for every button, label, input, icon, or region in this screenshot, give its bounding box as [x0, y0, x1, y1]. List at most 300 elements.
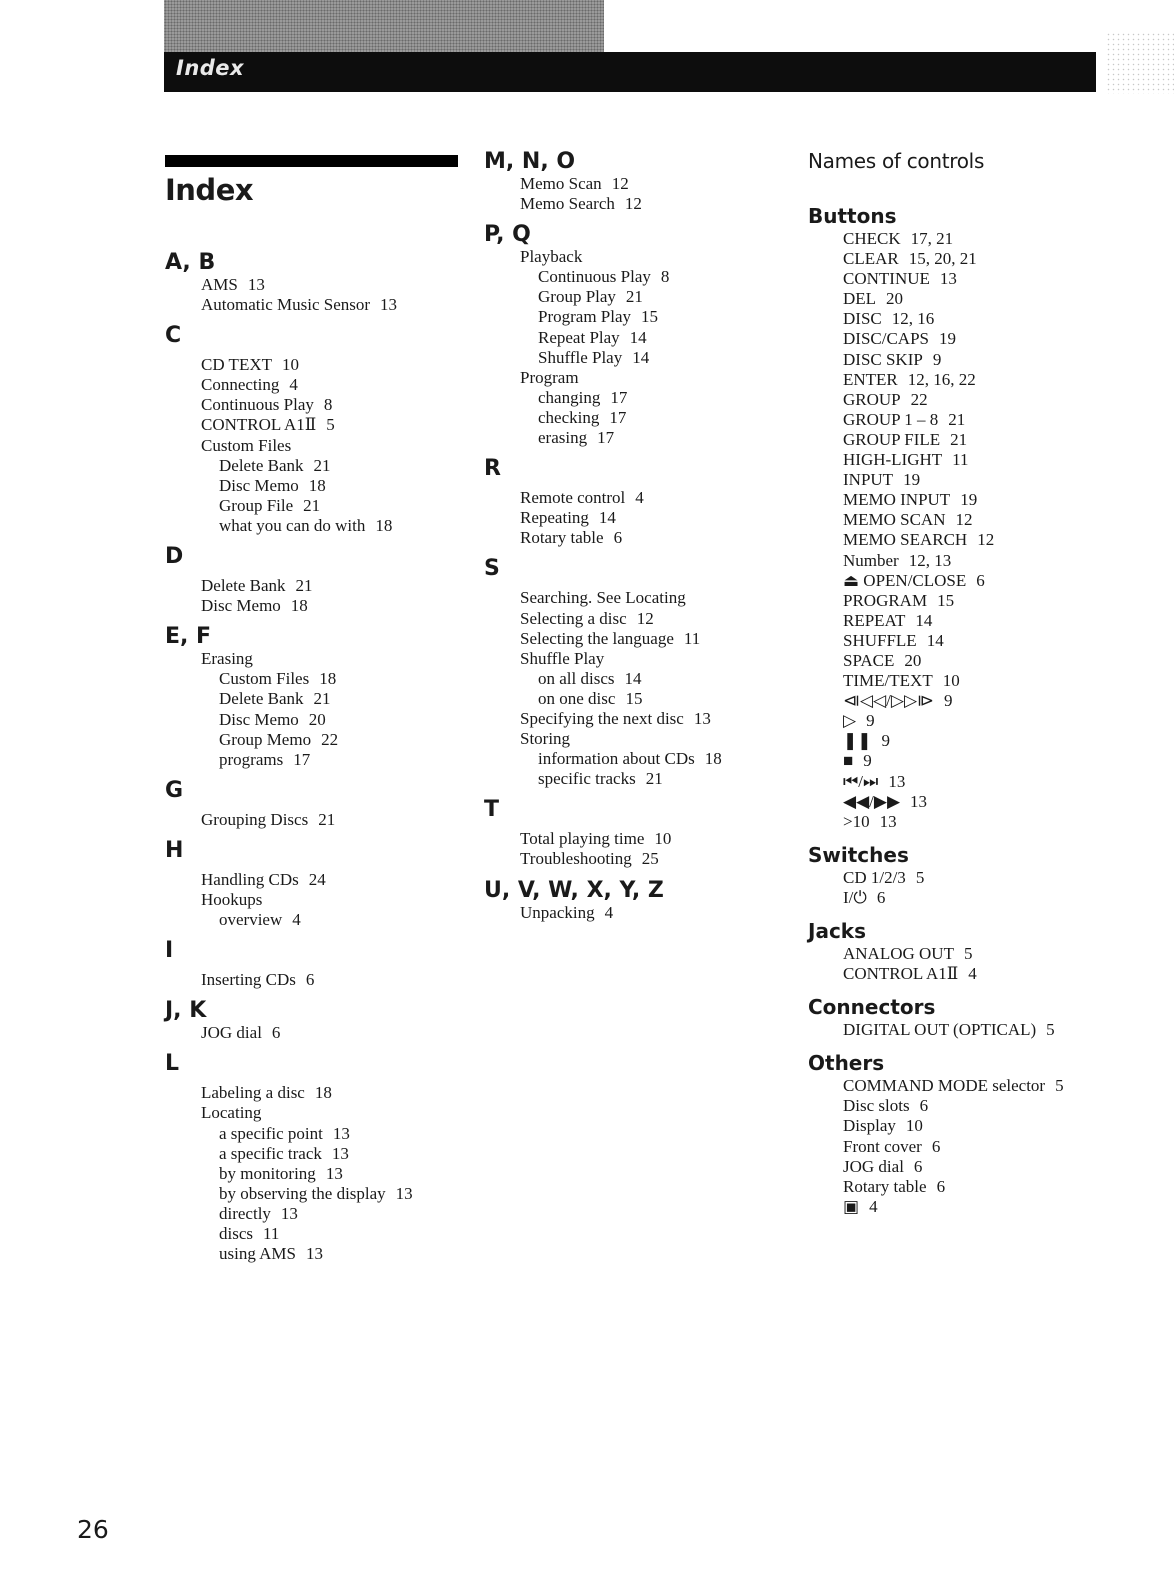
- entry-term: Front cover: [843, 1136, 922, 1156]
- index-entry: [201, 890, 465, 910]
- index-entry: [520, 709, 784, 729]
- entry-term: ⏏ OPEN/CLOSE: [843, 570, 967, 590]
- index-entry: [201, 496, 465, 516]
- index-entry: [843, 289, 1174, 309]
- entry-page-ref: 20: [308, 709, 326, 729]
- index-section: [484, 150, 784, 214]
- entry-page-ref: 13: [306, 1244, 323, 1264]
- entry-page-ref: 4: [869, 1196, 878, 1216]
- entry-term: overview: [219, 910, 283, 930]
- entry-page-ref: 22: [321, 729, 339, 749]
- index-section: [165, 999, 465, 1043]
- entry-page-ref: 21: [645, 769, 663, 789]
- entry-term: DISC: [843, 309, 882, 329]
- entry-term: CLEAR: [843, 249, 899, 269]
- entry-page-ref: 19: [938, 329, 956, 349]
- index-entry: [520, 749, 784, 769]
- entry-term: ❚❚: [843, 731, 872, 751]
- entry-term: ENTER: [843, 369, 898, 389]
- entry-term: Rotary table: [843, 1176, 927, 1196]
- index-entry: [520, 388, 784, 408]
- entry-term: JOG dial: [843, 1156, 904, 1176]
- entry-term: Total playing time: [520, 829, 645, 849]
- entry-page-ref: 17: [293, 749, 311, 769]
- index-entry: [201, 910, 465, 930]
- entry-term: REPEAT: [843, 610, 906, 630]
- entry-page-ref: 9: [944, 691, 953, 711]
- entry-term: programs: [219, 749, 284, 769]
- entry-term: GROUP FILE: [843, 429, 941, 449]
- entry-page-ref: 18: [375, 515, 393, 535]
- entry-term: HIGH-LIGHT: [843, 450, 943, 470]
- index-entry: [201, 710, 465, 730]
- entry-page-ref: 20: [886, 289, 904, 309]
- index-entry: [520, 903, 784, 923]
- entry-page-ref: 4: [292, 910, 301, 930]
- entry-term: Repeat Play: [538, 327, 620, 347]
- index-entry: [201, 1083, 465, 1103]
- index-section: [484, 798, 784, 869]
- entry-page-ref: 14: [629, 327, 647, 347]
- index-section: [165, 625, 465, 770]
- index-entry: [843, 229, 1174, 249]
- entry-term: AMS: [201, 275, 238, 294]
- entry-term: Connecting: [201, 375, 280, 395]
- entry-page-ref: 11: [263, 1224, 280, 1243]
- index-entry: [843, 711, 1174, 731]
- index-entry: [520, 649, 784, 669]
- entry-term: DISC SKIP: [843, 349, 923, 369]
- entry-term: Display: [843, 1116, 896, 1136]
- index-entry: [201, 395, 465, 415]
- index-entry: [843, 1137, 1174, 1157]
- index-entry: [201, 275, 465, 295]
- index-section: [484, 457, 784, 548]
- index-entry: [843, 792, 1174, 812]
- entry-term: checking: [538, 407, 600, 427]
- index-entry: [843, 329, 1174, 349]
- entry-list: [165, 970, 465, 990]
- section-letter-heading: E, F: [165, 624, 212, 650]
- section-letter-heading: S: [484, 556, 500, 582]
- entry-term: Delete Bank: [201, 576, 286, 596]
- entry-list: [165, 275, 465, 315]
- entry-page-ref: 4: [604, 902, 614, 922]
- index-entry: [520, 174, 784, 194]
- entry-term: on one disc: [538, 688, 616, 708]
- entry-page-ref: 9: [932, 349, 942, 369]
- entry-term: ▷: [843, 711, 857, 731]
- entry-page-ref: 21: [318, 809, 336, 829]
- entry-term: Disc Memo: [201, 596, 281, 616]
- entry-page-ref: 6: [271, 1023, 281, 1043]
- entry-list: [808, 229, 1174, 832]
- entry-term: Continuous Play: [538, 267, 651, 287]
- entry-list: [484, 174, 784, 214]
- entry-list: [484, 903, 784, 923]
- entry-page-ref: 11: [683, 628, 701, 648]
- entry-page-ref: 13: [247, 275, 265, 294]
- index-entry: [843, 1020, 1174, 1040]
- index-entry: [843, 450, 1174, 470]
- control-category: [808, 842, 1174, 908]
- index-entry: [843, 430, 1174, 450]
- index-entry: [520, 488, 784, 508]
- entry-page-ref: 12: [955, 510, 973, 530]
- entry-list: [484, 588, 784, 789]
- entry-page-ref: 12, 13: [908, 550, 952, 570]
- index-entry: [201, 1204, 465, 1224]
- entry-page-ref: 17: [597, 428, 615, 448]
- entry-term: a specific track: [219, 1143, 322, 1163]
- entry-page-ref: 6: [613, 528, 623, 548]
- entry-page-ref: 5: [1055, 1076, 1064, 1096]
- entry-term: ▣: [843, 1196, 860, 1216]
- entry-term: JOG dial: [201, 1023, 262, 1043]
- entry-page-ref: 21: [313, 689, 331, 709]
- entry-list: [165, 649, 465, 770]
- index-entry: [843, 1076, 1174, 1096]
- entry-list: [165, 1023, 465, 1043]
- entry-term: changing: [538, 387, 601, 407]
- entry-term: a specific point: [219, 1123, 323, 1143]
- entry-term: I/⏻: [843, 887, 867, 907]
- entry-term: information about CDs: [538, 749, 695, 769]
- index-section: [165, 779, 465, 830]
- decorative-dot-pattern: [1106, 32, 1174, 94]
- entry-term: Locating: [201, 1103, 262, 1123]
- index-entry: [201, 355, 465, 375]
- entry-page-ref: 15, 20, 21: [908, 249, 977, 269]
- entry-page-ref: 13: [280, 1203, 298, 1223]
- entry-term: discs: [219, 1224, 253, 1243]
- entry-page-ref: 14: [598, 508, 616, 528]
- entry-term: INPUT: [843, 470, 894, 490]
- index-entry: [201, 1184, 465, 1204]
- entry-page-ref: 17: [609, 407, 627, 427]
- entry-term: ANALOG OUT: [843, 944, 954, 963]
- index-entry: [843, 1197, 1174, 1217]
- entry-page-ref: 18: [319, 669, 337, 689]
- entry-term: DEL: [843, 289, 877, 309]
- entry-page-ref: 19: [960, 490, 978, 510]
- header-pattern: [164, 0, 604, 52]
- index-section: [165, 545, 465, 616]
- entry-page-ref: 11: [952, 450, 969, 470]
- entry-page-ref: 21: [948, 409, 966, 429]
- entry-term: Storing: [520, 729, 571, 749]
- entry-page-ref: 13: [939, 269, 957, 289]
- entry-term: using AMS: [219, 1244, 296, 1264]
- entry-term: Program: [520, 367, 579, 387]
- entry-term: Number: [843, 550, 899, 570]
- entry-term: DISC/CAPS: [843, 329, 929, 349]
- entry-page-ref: 10: [282, 355, 299, 375]
- entry-term: MEMO INPUT: [843, 490, 951, 510]
- entry-page-ref: 21: [950, 429, 968, 449]
- index-entry: [843, 1157, 1174, 1177]
- entry-page-ref: 14: [624, 668, 642, 688]
- index-entry: [201, 576, 465, 596]
- control-category: [808, 918, 1174, 984]
- entry-term: Delete Bank: [219, 455, 304, 475]
- entry-term: Hookups: [201, 889, 263, 909]
- entry-page-ref: 13: [693, 708, 711, 728]
- entry-page-ref: 4: [968, 964, 977, 984]
- index-entry: [520, 287, 784, 307]
- entry-page-ref: 6: [919, 1096, 929, 1116]
- entry-term: CONTROL A1Ⅱ: [201, 415, 317, 435]
- control-category: [808, 1050, 1174, 1217]
- index-section: [484, 557, 784, 789]
- index-entry: [201, 596, 465, 616]
- entry-term: Memo Scan: [520, 174, 602, 193]
- section-letter-heading: P, Q: [484, 222, 531, 248]
- entry-term: Selecting a disc: [520, 608, 627, 628]
- entry-term: CONTINUE: [843, 269, 930, 289]
- entry-term: GROUP 1 – 8: [843, 409, 939, 429]
- index-entry: [201, 970, 465, 990]
- index-entry: [843, 731, 1174, 751]
- entry-term: ⧏◁◁/▷▷⧐: [843, 691, 935, 711]
- index-entry: [843, 888, 1174, 908]
- entry-page-ref: 6: [876, 887, 886, 907]
- entry-page-ref: 9: [881, 731, 890, 751]
- index-entry: [520, 609, 784, 629]
- entry-term: CONTROL A1Ⅱ: [843, 964, 959, 984]
- entry-page-ref: 10: [942, 671, 960, 691]
- entry-page-ref: 8: [660, 267, 670, 287]
- entry-page-ref: 6: [976, 570, 985, 590]
- index-entry: [201, 375, 465, 395]
- entry-term: SPACE: [843, 650, 895, 670]
- index-entry: [201, 436, 465, 456]
- index-entry: [520, 769, 784, 789]
- entry-page-ref: 18: [308, 475, 326, 495]
- entry-page-ref: 20: [904, 650, 922, 670]
- entry-page-ref: 13: [380, 295, 398, 315]
- entry-term: ◀◀/▶▶: [843, 791, 901, 811]
- entry-page-ref: 15: [641, 307, 659, 327]
- entry-list: [484, 488, 784, 548]
- entry-term: Group File: [219, 495, 294, 515]
- entry-page-ref: 17: [610, 387, 628, 407]
- entry-term: Erasing: [201, 649, 253, 669]
- entry-page-ref: 9: [863, 751, 872, 771]
- index-entry: [201, 730, 465, 750]
- control-category: [808, 203, 1174, 832]
- section-letter-heading: U, V, W, X, Y, Z: [484, 877, 664, 903]
- index-entry: [201, 689, 465, 709]
- index-section: [484, 223, 784, 448]
- title-rule: [165, 155, 458, 167]
- entry-term: Shuffle Play: [520, 648, 605, 668]
- entry-page-ref: 18: [314, 1083, 332, 1103]
- section-letter-heading: I: [165, 938, 174, 964]
- index-entry: [201, 1224, 465, 1244]
- entry-term: Troubleshooting: [520, 849, 632, 869]
- entry-page-ref: 21: [313, 455, 331, 475]
- entry-term: DIGITAL OUT (OPTICAL): [843, 1020, 1037, 1040]
- index-entry: [520, 669, 784, 689]
- entry-term: CD 1/2/3: [843, 867, 906, 887]
- entry-page-ref: 18: [704, 749, 722, 769]
- control-category: [808, 994, 1174, 1040]
- entry-page-ref: 6: [305, 970, 315, 990]
- index-entry: [843, 269, 1174, 289]
- index-entry: [520, 849, 784, 869]
- entry-page-ref: 15: [625, 688, 643, 708]
- index-entry: [201, 1103, 465, 1123]
- entry-list: [808, 868, 1174, 908]
- entry-term: Handling CDs: [201, 869, 299, 889]
- index-entry: [843, 812, 1174, 832]
- index-entry: [201, 516, 465, 536]
- entry-term: GROUP: [843, 389, 901, 409]
- index-entry: [843, 370, 1174, 390]
- entry-term: TIME/TEXT: [843, 671, 933, 691]
- entry-term: CHECK: [843, 229, 901, 248]
- index-entry: [843, 944, 1174, 964]
- entry-page-ref: 14: [632, 347, 650, 367]
- entry-term: Remote control: [520, 488, 626, 508]
- entry-page-ref: 13: [325, 1163, 343, 1183]
- index-entry: [843, 390, 1174, 410]
- entry-term: Grouping Discs: [201, 809, 309, 829]
- index-entry: [843, 611, 1174, 631]
- index-entry: [520, 588, 784, 608]
- entry-term: what you can do with: [219, 515, 366, 535]
- names-of-controls-column: [808, 148, 1174, 1227]
- section-letter-heading: T: [484, 797, 500, 823]
- entry-term: >10: [843, 811, 870, 831]
- index-section: [484, 879, 784, 923]
- entry-term: Shuffle Play: [538, 347, 623, 367]
- section-letter-heading: R: [484, 456, 501, 482]
- index-entry: [520, 328, 784, 348]
- entry-term: Group Play: [538, 287, 616, 307]
- section-letter-heading: M, N, O: [484, 149, 576, 174]
- entry-page-ref: 8: [323, 395, 333, 415]
- entry-page-ref: 4: [289, 375, 298, 395]
- section-letter-heading: H: [165, 837, 184, 863]
- index-section: [165, 251, 465, 315]
- entry-term: Searching. See Locating: [520, 588, 686, 608]
- index-entry: [201, 415, 465, 435]
- index-entry: [201, 649, 465, 669]
- index-column-2: [484, 150, 784, 932]
- index-entry: [520, 267, 784, 287]
- entry-page-ref: 10: [654, 829, 672, 849]
- index-entry: [843, 249, 1174, 269]
- entry-page-ref: 6: [936, 1176, 946, 1196]
- entry-page-ref: 24: [308, 869, 326, 889]
- index-entry: [520, 829, 784, 849]
- entry-page-ref: 6: [931, 1136, 941, 1156]
- entry-page-ref: 13: [888, 771, 906, 791]
- entry-list: [165, 1083, 465, 1264]
- entry-page-ref: 22: [910, 389, 928, 409]
- entry-term: on all discs: [538, 668, 615, 688]
- entry-term: Rotary table: [520, 528, 604, 548]
- index-entry: [843, 751, 1174, 771]
- entry-page-ref: 12: [611, 174, 629, 193]
- index-entry: [843, 309, 1174, 329]
- entry-term: Automatic Music Sensor: [201, 295, 371, 315]
- entry-list: [165, 870, 465, 930]
- index-entry: [201, 870, 465, 890]
- category-heading: Jacks: [808, 919, 866, 943]
- index-entry: [201, 669, 465, 689]
- entry-page-ref: 13: [879, 811, 897, 831]
- entry-term: Inserting CDs: [201, 970, 296, 990]
- entry-page-ref: 15: [937, 590, 955, 610]
- entry-page-ref: 14: [926, 630, 944, 650]
- entry-page-ref: 12: [624, 194, 642, 214]
- index-entry: [843, 530, 1174, 550]
- names-of-controls-heading: Names of controls: [808, 149, 985, 173]
- entry-term: CD TEXT: [201, 355, 272, 375]
- entry-page-ref: 14: [915, 610, 933, 630]
- section-letter-heading: G: [165, 777, 184, 803]
- entry-page-ref: 12: [977, 530, 995, 550]
- entry-list: [484, 829, 784, 869]
- index-entry: [520, 247, 784, 267]
- index-entry: [520, 348, 784, 368]
- entry-page-ref: 6: [913, 1156, 923, 1176]
- section-letter-heading: L: [165, 1051, 180, 1077]
- index-section: [165, 839, 465, 930]
- index-entry: [201, 1144, 465, 1164]
- category-heading: Others: [808, 1051, 885, 1076]
- index-entry: [843, 591, 1174, 611]
- entry-page-ref: 13: [910, 791, 928, 811]
- index-entry: [201, 810, 465, 830]
- index-entry: [843, 551, 1174, 571]
- entry-term: Disc Memo: [219, 709, 299, 729]
- entry-term: Disc slots: [843, 1096, 910, 1116]
- entry-term: specific tracks: [538, 769, 636, 789]
- entry-term: by monitoring: [219, 1163, 316, 1183]
- index-section: [165, 939, 465, 990]
- entry-term: Group Memo: [219, 729, 312, 749]
- entry-term: Repeating: [520, 508, 589, 528]
- entry-list: [165, 576, 465, 616]
- header-bar: [164, 52, 1096, 92]
- page-title: Index: [165, 173, 254, 207]
- entry-term: MEMO SEARCH: [843, 530, 968, 550]
- index-section: [165, 324, 465, 536]
- entry-page-ref: 5: [963, 944, 973, 963]
- entry-term: SHUFFLE: [843, 630, 917, 650]
- entry-term: Selecting the language: [520, 628, 674, 648]
- index-entry: [520, 729, 784, 749]
- category-heading: Switches: [808, 842, 909, 867]
- entry-term: Delete Bank: [219, 689, 304, 709]
- entry-term: COMMAND MODE selector: [843, 1076, 1046, 1096]
- index-entry: [201, 476, 465, 496]
- index-entry: [843, 490, 1174, 510]
- entry-term: Program Play: [538, 307, 632, 327]
- index-entry: [843, 651, 1174, 671]
- entry-term: by observing the display: [219, 1183, 386, 1203]
- entry-page-ref: 25: [641, 849, 659, 869]
- index-entry: [520, 689, 784, 709]
- index-entry: [201, 295, 465, 315]
- entry-term: Specifying the next disc: [520, 708, 684, 728]
- index-entry: [520, 428, 784, 448]
- entry-page-ref: 17, 21: [910, 229, 954, 248]
